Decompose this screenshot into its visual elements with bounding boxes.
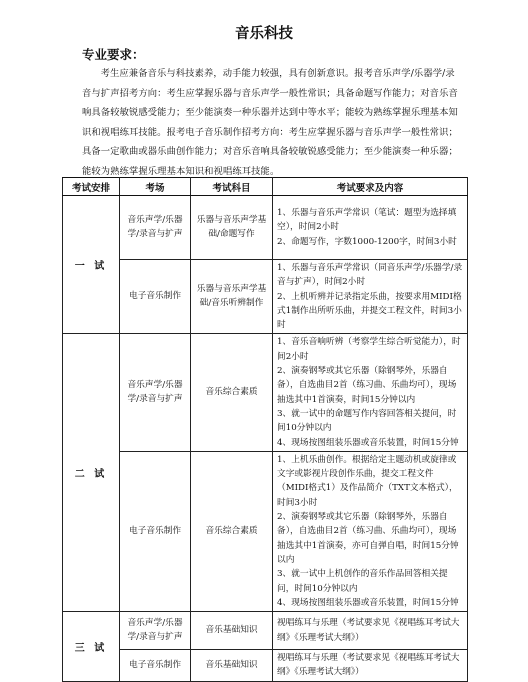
requirement-item: 视唱练耳与乐理（考试要求见《视唱练耳考试大纲》《乐理考试大纲》） [277, 653, 460, 678]
header-requirements: 考试要求及内容 [273, 178, 468, 196]
requirement-item: 2、演奏钢琴或其它乐器（除钢琴外，乐器自备），自选曲目2首（练习曲、乐曲均可），现场抽选其中1首演奏，时间15分钟以内 [277, 366, 457, 405]
subject-cell: 乐器与音乐声学基础/音乐听辨制作 [191, 260, 273, 334]
venue-cell: 电子音乐制作 [120, 650, 191, 682]
header-stage: 考试安排 [63, 178, 120, 196]
requirements-cell [273, 334, 468, 451]
header-venue: 考场 [120, 178, 191, 196]
table-row [63, 260, 468, 334]
venue-cell: 音乐声学/乐器学/录音与扩声 [120, 334, 191, 451]
table-row [63, 196, 468, 260]
requirement-item: 4、现场按图组装乐器或音乐装置，时间15分钟 [277, 597, 459, 608]
stage-label: 一 试 [63, 196, 120, 334]
subject-cell: 音乐基础知识 [191, 612, 273, 650]
subject-cell: 音乐综合素质 [191, 451, 273, 611]
requirements-cell [273, 196, 468, 260]
section-heading: 专业要求： [82, 47, 145, 62]
requirements-cell [273, 612, 468, 650]
requirements-cell [273, 260, 468, 334]
requirement-item: 2、上机听辨并记录指定乐曲，按要求用MIDI格式1制作出所听乐曲，并提交工程文件，时间3小时 [277, 291, 462, 331]
table-row [63, 334, 468, 451]
intro-paragraph: 考生应兼备音乐与科技素养，动手能力较强，具有创新意识。报考音乐声学/乐器学/录音与扩声招考方向：考生应掌握乐器与音乐声学一般性常识；具备命题写作能力；对音乐音响具备较敏锐感受能力；至少能演奏一种乐器并达到中等水平；能较为熟练掌握乐理基本知识和视唱练耳技能。报考电子音乐制作招考方向：考生应掌握乐器与音乐声学一般性常识；具备一定歌曲或器乐曲创作能力；对音乐音响具备较敏锐感受能力；至少能演奏一种乐器；能较为熟练掌握乐理基本知识和视唱练耳技能。 [82, 68, 458, 177]
subject-cell: 音乐基础知识 [191, 650, 273, 682]
stage-label: 二 试 [63, 334, 120, 612]
requirement-item: 1、音乐音响听辨（考察学生综合听觉能力），时间2小时 [277, 337, 461, 362]
venue-cell: 电子音乐制作 [120, 260, 191, 334]
table-row [63, 650, 468, 682]
stage-label: 三 试 [63, 612, 120, 682]
venue-cell: 音乐声学/乐器学/录音与扩声 [120, 612, 191, 650]
requirement-item: 2、演奏钢琴或其它乐器（除钢琴外，乐器自备），自选曲目2首（练习曲、乐曲均可），现场抽选其中1首演奏，亦可自弹自唱，时间15分钟以内 [277, 512, 459, 565]
table-header-row [63, 178, 468, 196]
requirements-cell [273, 451, 468, 611]
requirement-item: 1、上机乐曲创作。根据给定主题动机或旋律或文字或影视片段创作乐曲，提交工程文件（MIDI格式1）及作品简介（TXT文本格式），时间3小时 [277, 454, 458, 508]
requirement-item: 3、就一试中上机创作的音乐作品回答相关提问，时间10分钟以内 [277, 569, 448, 594]
venue-cell: 电子音乐制作 [120, 451, 191, 611]
table-row [63, 612, 468, 650]
requirements-cell [273, 650, 468, 682]
subject-cell: 乐器与音乐声学基础/命题写作 [191, 196, 273, 260]
subject-cell: 音乐综合素质 [191, 334, 273, 451]
requirement-item: 4、现场按图组装乐器或音乐装置，时间15分钟 [277, 437, 459, 448]
requirement-item: 视唱练耳与乐理（考试要求见《视唱练耳考试大纲》《乐理考试大纲》） [277, 618, 460, 643]
requirement-item: 3、就一试中的命题写作内容回答相关提问，时间10分钟以内 [277, 408, 457, 434]
requirement-item: 1、乐器与音乐声学常识（同音乐声学/乐器学/录音与扩声），时间2小时 [277, 263, 463, 288]
exam-table [62, 177, 468, 682]
header-subject: 考试科目 [191, 178, 273, 196]
requirement-item: 1、乐器与音乐声学常识（笔试：题型为选择填空），时间2小时 [277, 208, 457, 233]
document-title: 音乐科技 [235, 26, 293, 42]
venue-cell: 音乐声学/乐器学/录音与扩声 [120, 196, 191, 260]
table-row [63, 451, 468, 611]
requirement-item: 2、命题写作，字数1000-1200字，时间3小时 [277, 236, 457, 247]
